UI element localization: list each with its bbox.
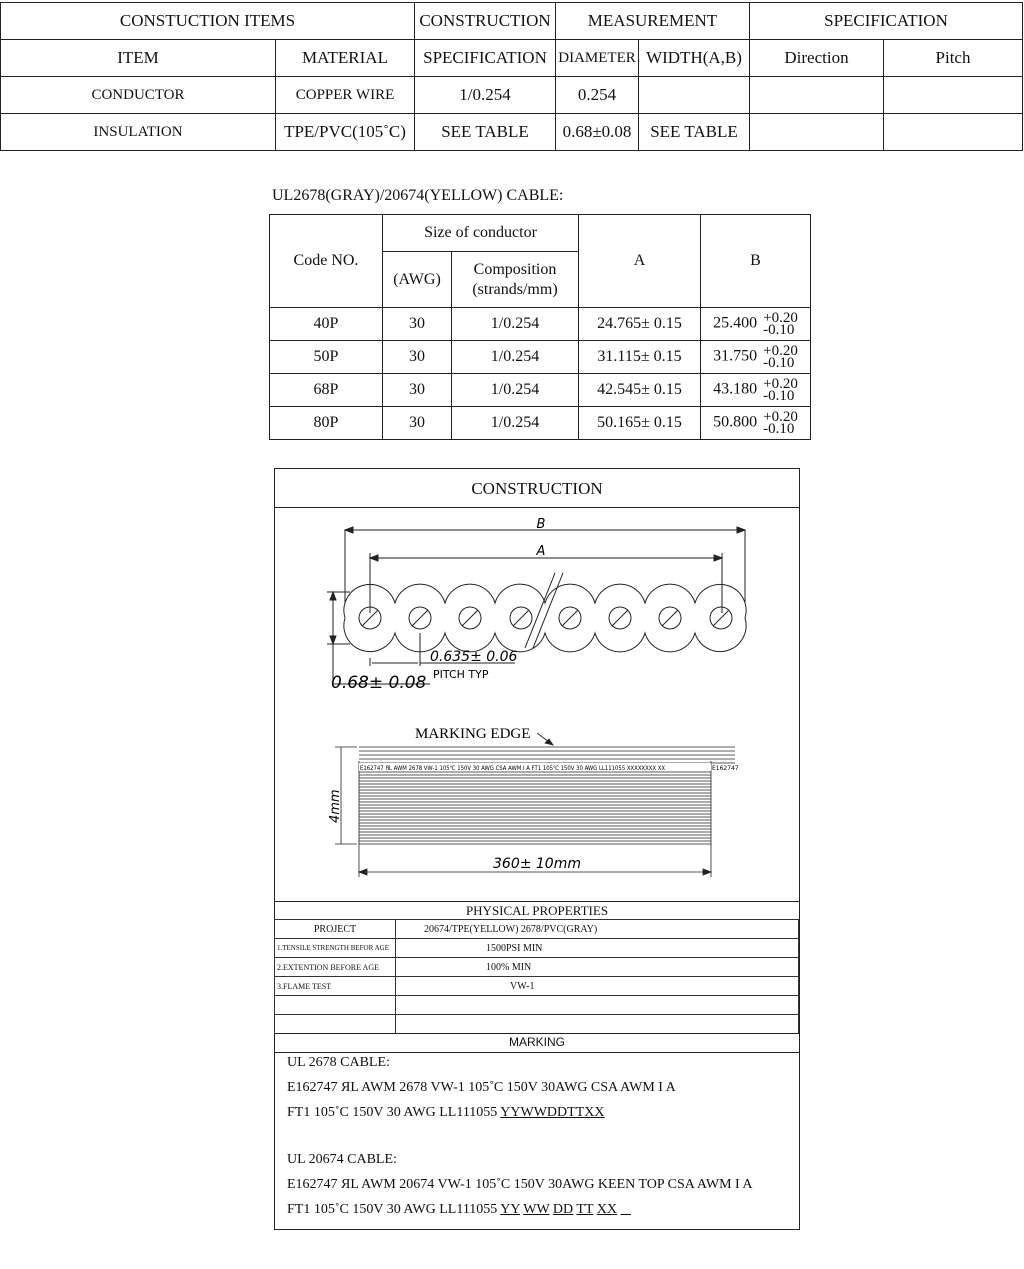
cell-b: [701, 341, 811, 374]
cell: SEE TABLE: [639, 114, 750, 151]
cell: 1/0.254: [415, 77, 556, 114]
code-tt: TT: [576, 1202, 594, 1217]
col-code: Code NO.: [270, 215, 383, 308]
table-row: [270, 374, 811, 407]
cell: CONDUCTOR: [1, 77, 276, 114]
tol-plus: +0.20: [763, 343, 798, 359]
table-row: [270, 407, 811, 440]
dim-b-label: B: [536, 517, 546, 532]
cell-b-value: 43.180: [713, 380, 758, 398]
pp-project-label: PROJECT: [275, 920, 396, 939]
header-construction: CONSTRUCTION: [415, 3, 556, 40]
ul2678-line1: E162747 ЯL AWM 2678 VW-1 105˚C 150V 30AWG CSA AWM I A: [287, 1080, 676, 1095]
cell: TPE/PVC(105˚C): [276, 114, 415, 151]
pp-key: 3.FLAME TEST: [275, 977, 396, 996]
table-row: [275, 939, 799, 958]
table-row: [275, 977, 799, 996]
tol-minus: -0.10: [763, 322, 795, 338]
cell: [884, 77, 1023, 114]
col-direction: Direction: [750, 40, 884, 77]
cell: 0.254: [556, 77, 639, 114]
ul20674-line1: E162747 ЯL AWM 20674 VW-1 105˚C 150V 30AWG KEEN TOP CSA AWM I A: [287, 1177, 753, 1192]
cell: COPPER WIRE: [276, 77, 415, 114]
tol-minus: -0.10: [763, 388, 795, 404]
cell: [750, 77, 884, 114]
col-diameter: DIAMETER: [556, 40, 639, 77]
ul2678-date-code: YYWWDDTTXX: [500, 1105, 605, 1120]
cell-b: [701, 407, 811, 440]
col-composition: Composition (strands/mm): [452, 252, 579, 308]
col-width: WIDTH(A,B): [639, 40, 750, 77]
table-row: [270, 308, 811, 341]
ul2678-line2-text: FT1 105˚C 150V 30 AWG LL111055: [287, 1105, 501, 1120]
cell-code: 50P: [270, 341, 383, 374]
cable-print-end: E162747: [712, 765, 739, 772]
cell-b-value: 50.800: [713, 413, 758, 431]
tolerance: [763, 411, 798, 435]
ul2678-line2: [287, 1105, 604, 1121]
col-b: B: [701, 215, 811, 308]
cell-comp: 1/0.254: [452, 341, 579, 374]
cell: [884, 114, 1023, 151]
table-row: [1, 77, 1023, 114]
cell-awg: 30: [383, 308, 452, 341]
cell-b: [701, 308, 811, 341]
ul20674-line2: [287, 1202, 631, 1218]
tolerance: [763, 345, 798, 369]
cell-b-value: 25.400: [713, 314, 758, 332]
cell-a: 31.115± 0.15: [579, 341, 701, 374]
tolerance: [763, 378, 798, 402]
col-item: ITEM: [1, 40, 276, 77]
spec-table: [0, 2, 1023, 151]
code-ww: WW: [523, 1202, 550, 1217]
cell-b: [701, 374, 811, 407]
header-measurement: MEASUREMENT: [556, 3, 750, 40]
cell: 0.68±0.08: [556, 114, 639, 151]
table-row: [1, 114, 1023, 151]
pp-project-value: 20674/TPE(YELLOW) 2678/PVC(GRAY): [396, 920, 799, 939]
cable-table-title: UL2678(GRAY)/20674(YELLOW) CABLE:: [272, 187, 564, 204]
ul20674-title: UL 20674 CABLE:: [287, 1152, 397, 1167]
dim-a-label: A: [536, 544, 546, 559]
cell-comp: 1/0.254: [452, 308, 579, 341]
pp-value: VW-1: [396, 977, 799, 996]
pp-value: 1500PSI MIN: [396, 939, 799, 958]
cell: [639, 77, 750, 114]
marking-title: MARKING: [508, 1035, 565, 1049]
tol-plus: +0.20: [763, 409, 798, 425]
col-awg: (AWG): [383, 252, 452, 308]
col-pitch: Pitch: [884, 40, 1023, 77]
ul2678-title: UL 2678 CABLE:: [287, 1055, 390, 1070]
col-a: A: [579, 215, 701, 308]
cell-awg: 30: [383, 374, 452, 407]
cable-cross-section-drawing: [275, 508, 799, 718]
tol-plus: +0.20: [763, 310, 798, 326]
table-row: [275, 958, 799, 977]
col-specification: SPECIFICATION: [415, 40, 556, 77]
cell: SEE TABLE: [415, 114, 556, 151]
tol-plus: +0.20: [763, 376, 798, 392]
physical-properties-table: [274, 919, 799, 1034]
code-blank: [621, 1202, 632, 1217]
thickness-dimension: 0.68± 0.08: [331, 673, 427, 693]
cell-code: 68P: [270, 374, 383, 407]
flat-cable-top-view: [275, 717, 799, 883]
pitch-dimension: 0.635± 0.06: [430, 649, 518, 665]
cell-code: 40P: [270, 308, 383, 341]
cell-a: 42.545± 0.15: [579, 374, 701, 407]
cell-awg: 30: [383, 407, 452, 440]
cell: [750, 114, 884, 151]
cell-a: 50.165± 0.15: [579, 407, 701, 440]
pp-key: 2.EXTENTION BEFORE AGE: [275, 958, 396, 977]
length-dimension: 360± 10mm: [493, 856, 581, 872]
construction-title: CONSTRUCTION: [471, 479, 603, 498]
col-size: Size of conductor: [383, 215, 579, 252]
ul20674-line2-text: FT1 105˚C 150V 30 AWG LL111055: [287, 1202, 501, 1217]
tolerance: [763, 312, 798, 336]
cell-a: 24.765± 0.15: [579, 308, 701, 341]
cell: INSULATION: [1, 114, 276, 151]
header-specification: SPECIFICATION: [750, 3, 1023, 40]
pitch-label: PITCH TYP: [433, 668, 489, 681]
height-dimension: 4mm: [328, 789, 343, 823]
code-yy: YY: [500, 1202, 520, 1217]
code-dd: DD: [552, 1202, 574, 1217]
cell-awg: 30: [383, 341, 452, 374]
code-xx: XX: [596, 1202, 617, 1217]
tol-minus: -0.10: [763, 355, 795, 371]
pp-key: 1.TENSILE STRENGTH BEFOR AGE: [275, 939, 396, 958]
tol-minus: -0.10: [763, 421, 795, 437]
cable-table: [269, 214, 811, 440]
col-material: MATERIAL: [276, 40, 415, 77]
cable-print-line: E162747 ЯL AWM 2678 VW-1 105℃ 150V 30 AWG CSA AWM I A FT1 105℃ 150V 30 AWG LL111055 XXXXXXXX XX: [360, 765, 665, 772]
construction-frame: [274, 468, 800, 1230]
cell-comp: 1/0.254: [452, 407, 579, 440]
header-construction-items: CONSTUCTION ITEMS: [1, 3, 415, 40]
physical-properties-title: PHYSICAL PROPERTIES: [465, 903, 609, 918]
marking-edge-label: MARKING EDGE: [415, 726, 531, 742]
cell-code: 80P: [270, 407, 383, 440]
pp-value: 100% MIN: [396, 958, 799, 977]
table-row: [270, 341, 811, 374]
cell-b-value: 31.750: [713, 347, 758, 365]
cell-comp: 1/0.254: [452, 374, 579, 407]
